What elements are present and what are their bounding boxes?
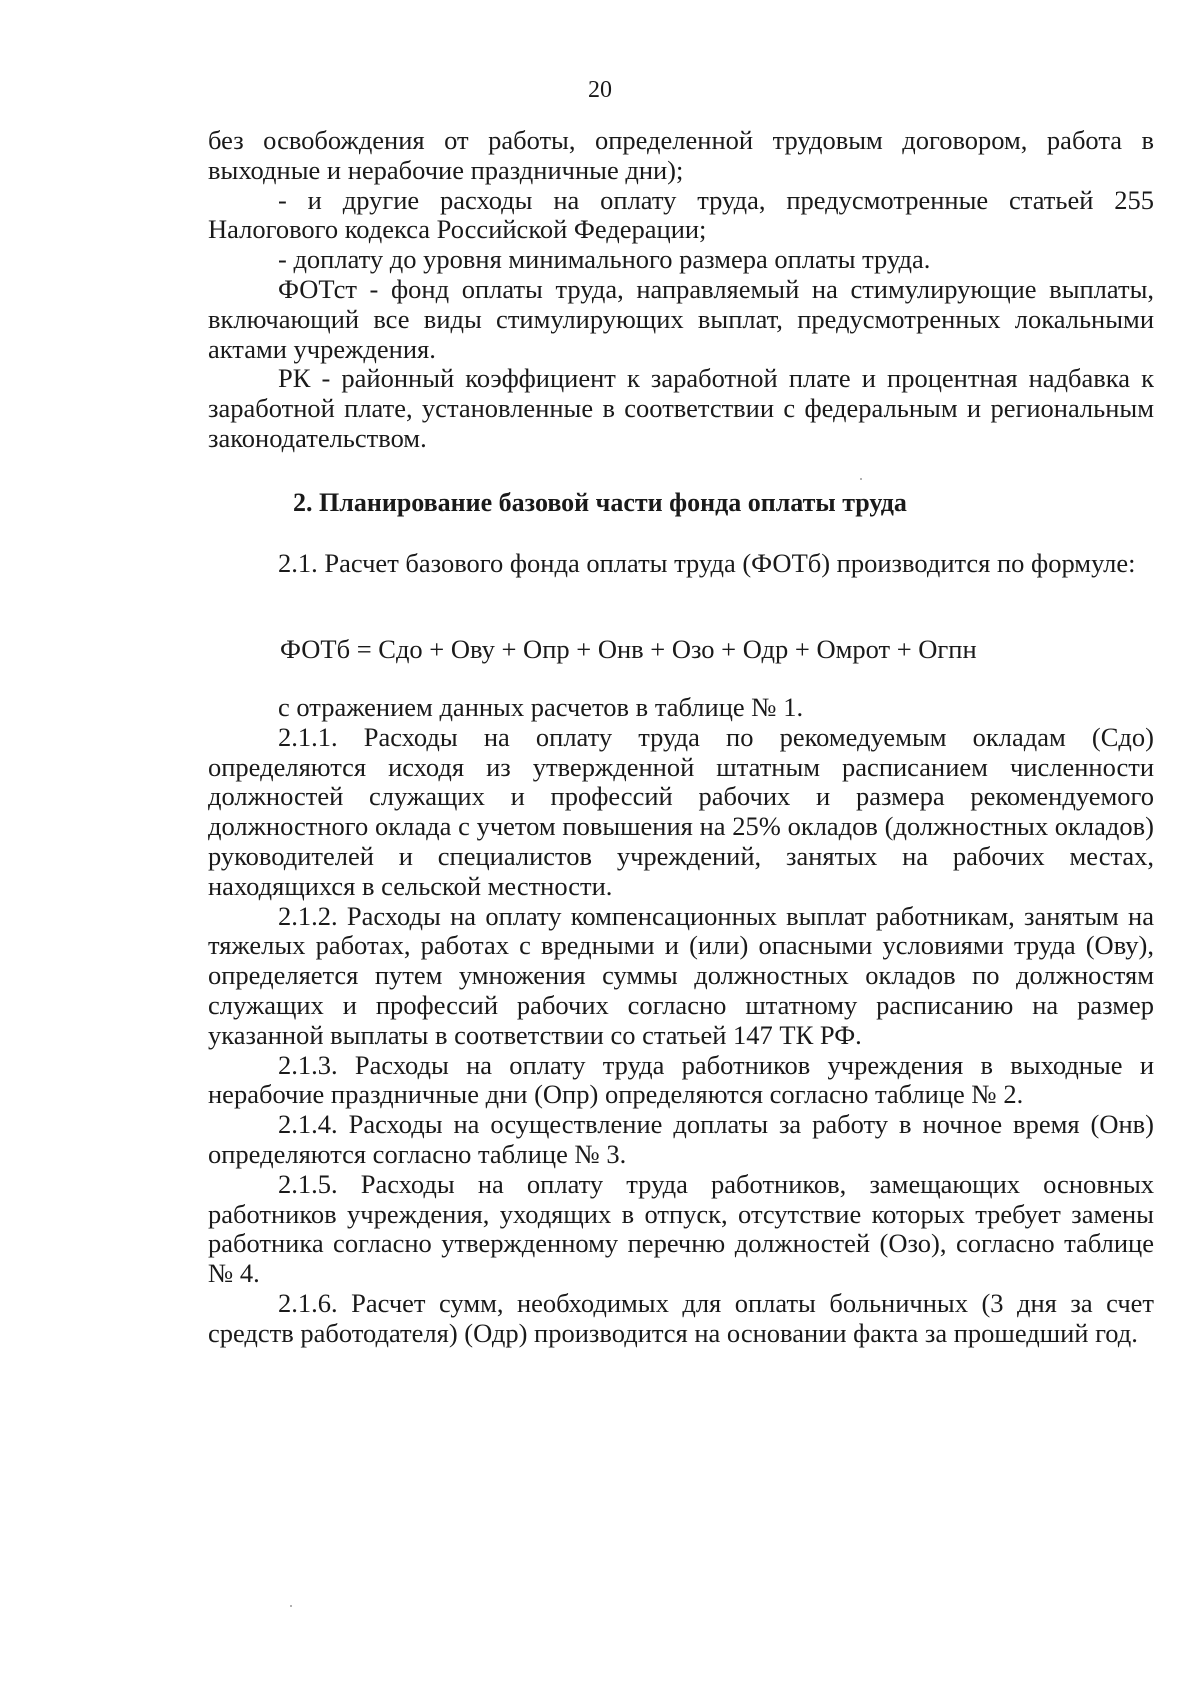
paragraph-continuation: без освобождения от работы, определенной трудовым договором, работа в выходные и нерабочие праздничные дни);	[208, 125, 1154, 185]
scan-speck	[860, 478, 862, 480]
paragraph-2-1-6: 2.1.6. Расчет сумм, необходимых для оплаты больничных (3 дня за счет средств работодателя) (Одр) производится на основании факта за прошедший год.	[208, 1287, 1154, 1348]
paragraph-table-1: с отражением данных расчетов в таблице № 1.	[278, 692, 804, 722]
scan-speck	[290, 1605, 292, 1607]
paragraph-other-expenses: - и другие расходы на оплату труда, предусмотренные статьей 255 Налогового кодекса Российской Федерации;	[208, 184, 1154, 245]
paragraph-fotst: ФОТст - фонд оплаты труда, направляемый на стимулирующие выплаты, включающий все виды стимулирующих выплат, предусмотренных локальными актами учреждения.	[208, 273, 1154, 364]
paragraph-min-wage: - доплату до уровня минимального размера оплаты труда.	[278, 244, 931, 275]
paragraph-rk: РК - районный коэффициент к заработной плате и процентная надбавка к заработной плате, установленные в соответствии с федеральным и региональным законодательством.	[208, 363, 1154, 453]
paragraph-2-1-5: 2.1.5. Расходы на оплату труда работников, замещающих основных работников учреждения, уходящих в отпуск, отсутствие которых требует замены работника согласно утвержденному перечню должностей (Озо), согласно таблице № 4.	[208, 1168, 1154, 1289]
paragraph-2-1-1: 2.1.1. Расходы на оплату труда по рекомедуемым окладам (Сдо) определяются исходя из утвержденной штатным расписанием численности должностей служащих и профессий рабочих и размера рекомендуемого должностного оклада с учетом повышения на 25% окладов (должностных окладов) руководителей и специалистов учреждений, занятых на рабочих местах, находящихся в сельской местности.	[208, 721, 1154, 901]
paragraph-2-1-3: 2.1.3. Расходы на оплату труда работников учреждения в выходные и нерабочие праздничные дни (Опр) определяются согласно таблице № 2.	[208, 1049, 1154, 1110]
text-block-intro	[208, 549, 1154, 579]
paragraph-2-1: 2.1. Расчет базового фонда оплаты труда (ФОТб) производится по формуле:	[278, 548, 1136, 578]
section-heading: 2. Планирование базовой части фонда оплаты труда	[293, 488, 907, 517]
page-number: 20	[588, 77, 612, 103]
formula: ФОТб = Сдо + Ову + Опр + Онв + Озо + Одр + Омрот + Огпн	[280, 634, 977, 664]
text-block-bottom	[208, 693, 1154, 1349]
text-block-top	[208, 126, 1154, 454]
paragraph-2-1-4: 2.1.4. Расходы на осуществление доплаты за работу в ночное время (Онв) определяются согласно таблице № 3.	[208, 1109, 1154, 1169]
paragraph-2-1-2: 2.1.2. Расходы на оплату компенсационных выплат работникам, занятым на тяжелых работах, работах с вредными и (или) опасными условиями труда (Ову), определяется путем умножения суммы должностных окладов по должностям служащих и профессий рабочих согласно штатному расписанию на размер указанной выплаты в соответствии со статьей 147 ТК РФ.	[208, 900, 1154, 1050]
